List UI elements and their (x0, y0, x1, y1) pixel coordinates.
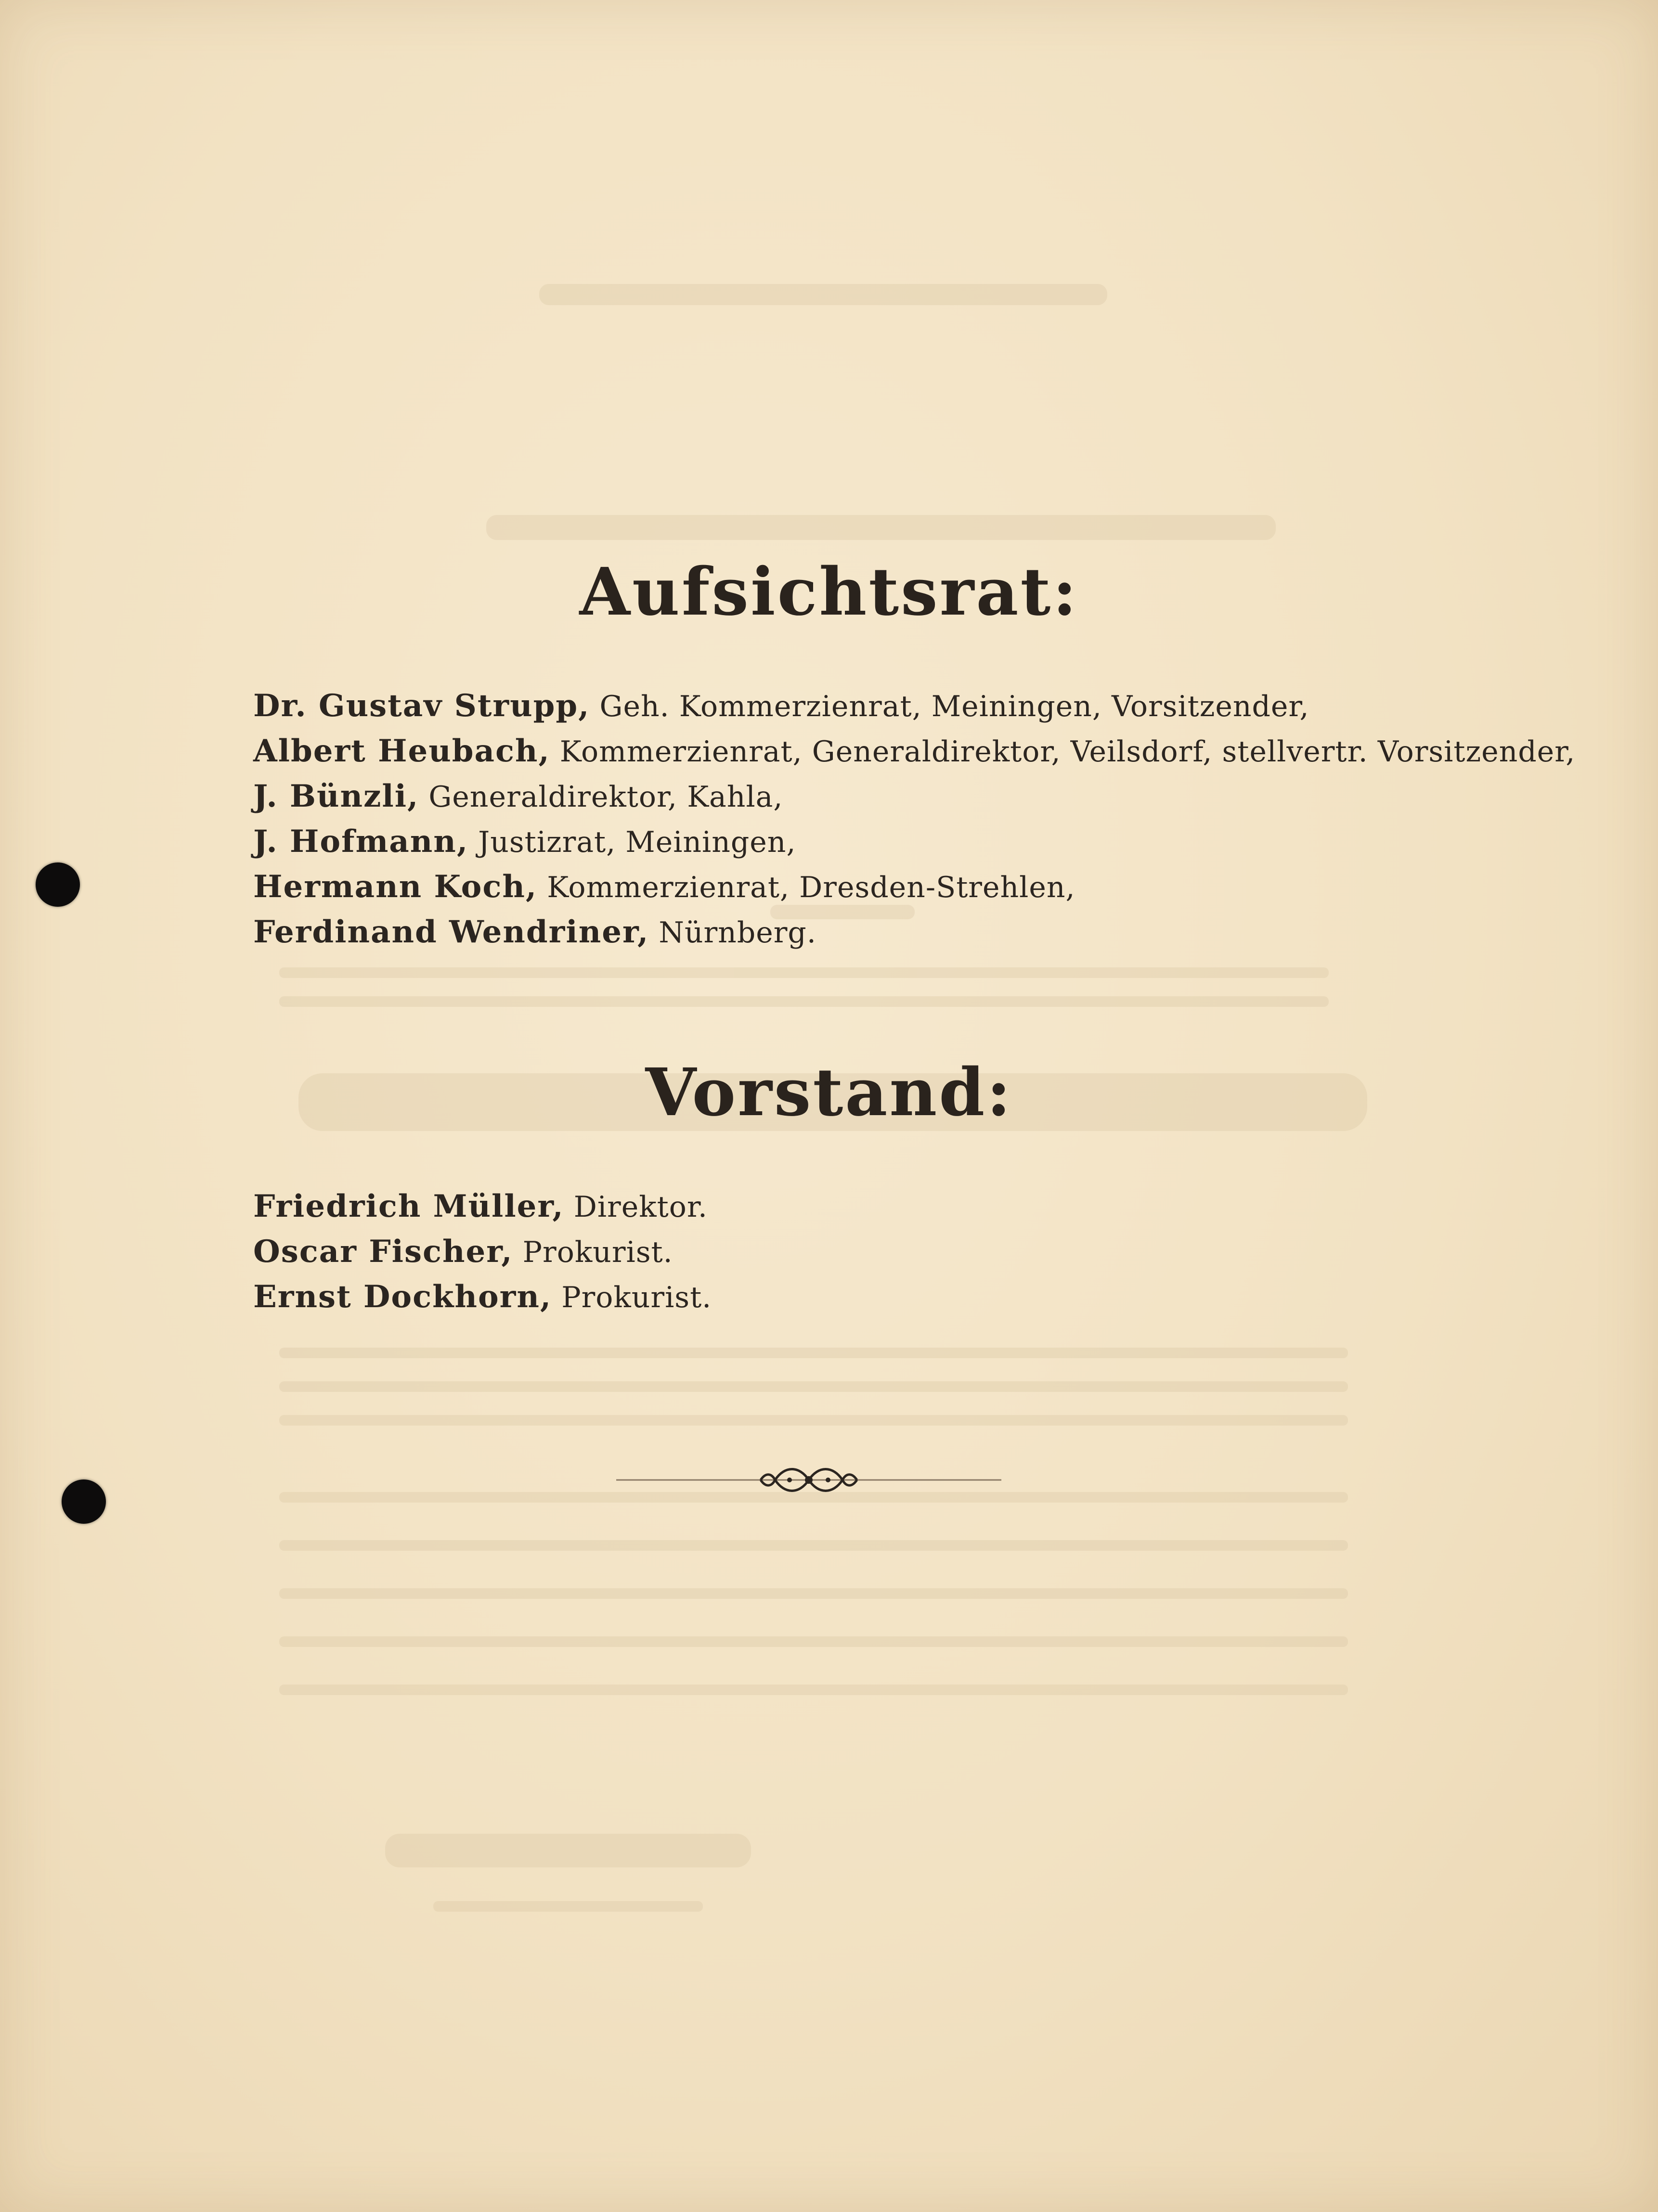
board-member (253, 819, 1575, 864)
board-member (253, 910, 1575, 955)
board-member-name: Hermann Koch, (253, 869, 538, 905)
vorstand-heading: Vorstand: (645, 1054, 1013, 1131)
management-member-name: Friedrich Müller, (253, 1188, 564, 1224)
management-member (253, 1229, 712, 1274)
board-member-name: J. Bünzli, (253, 778, 419, 814)
management-member-detail: Direktor. (573, 1190, 708, 1224)
aufsichtsrat-heading: Aufsichtsrat: (579, 553, 1079, 630)
board-member-detail: Kommerzienrat, Generaldirektor, Veilsdorf, stellvertr. Vorsitzender, (559, 735, 1576, 769)
management-member-name: Ernst Dockhorn, (253, 1279, 552, 1315)
management-member (253, 1184, 712, 1229)
board-member-detail: Justizrat, Meiningen, (478, 825, 796, 859)
management-member-name: Oscar Fischer, (253, 1234, 513, 1270)
board-member-name: Dr. Gustav Strupp, (253, 688, 590, 724)
board-member-detail: Kommerzienrat, Dresden-Strehlen, (547, 871, 1075, 904)
management-member-detail: Prokurist. (561, 1281, 712, 1314)
management-member-detail: Prokurist. (522, 1235, 673, 1269)
punch-hole-lower (62, 1479, 106, 1524)
board-member-name: Albert Heubach, (253, 733, 550, 769)
board-member (253, 774, 1575, 819)
board-member (253, 864, 1575, 910)
board-member-detail: Nürnberg. (659, 916, 816, 950)
board-member-name: J. Hofmann, (253, 823, 469, 860)
punch-hole-upper (36, 862, 80, 907)
board-member-detail: Geh. Kommerzienrat, Meiningen, Vorsitzender, (599, 690, 1309, 723)
management-member (253, 1274, 712, 1320)
board-member (253, 729, 1575, 774)
ornament-divider (616, 1458, 1001, 1502)
board-member-detail: Generaldirektor, Kahla, (428, 780, 783, 814)
board-member-name: Ferdinand Wendriner, (253, 914, 649, 950)
aufsichtsrat-list (253, 683, 1575, 955)
vorstand-list (253, 1184, 712, 1320)
board-member (253, 683, 1575, 729)
